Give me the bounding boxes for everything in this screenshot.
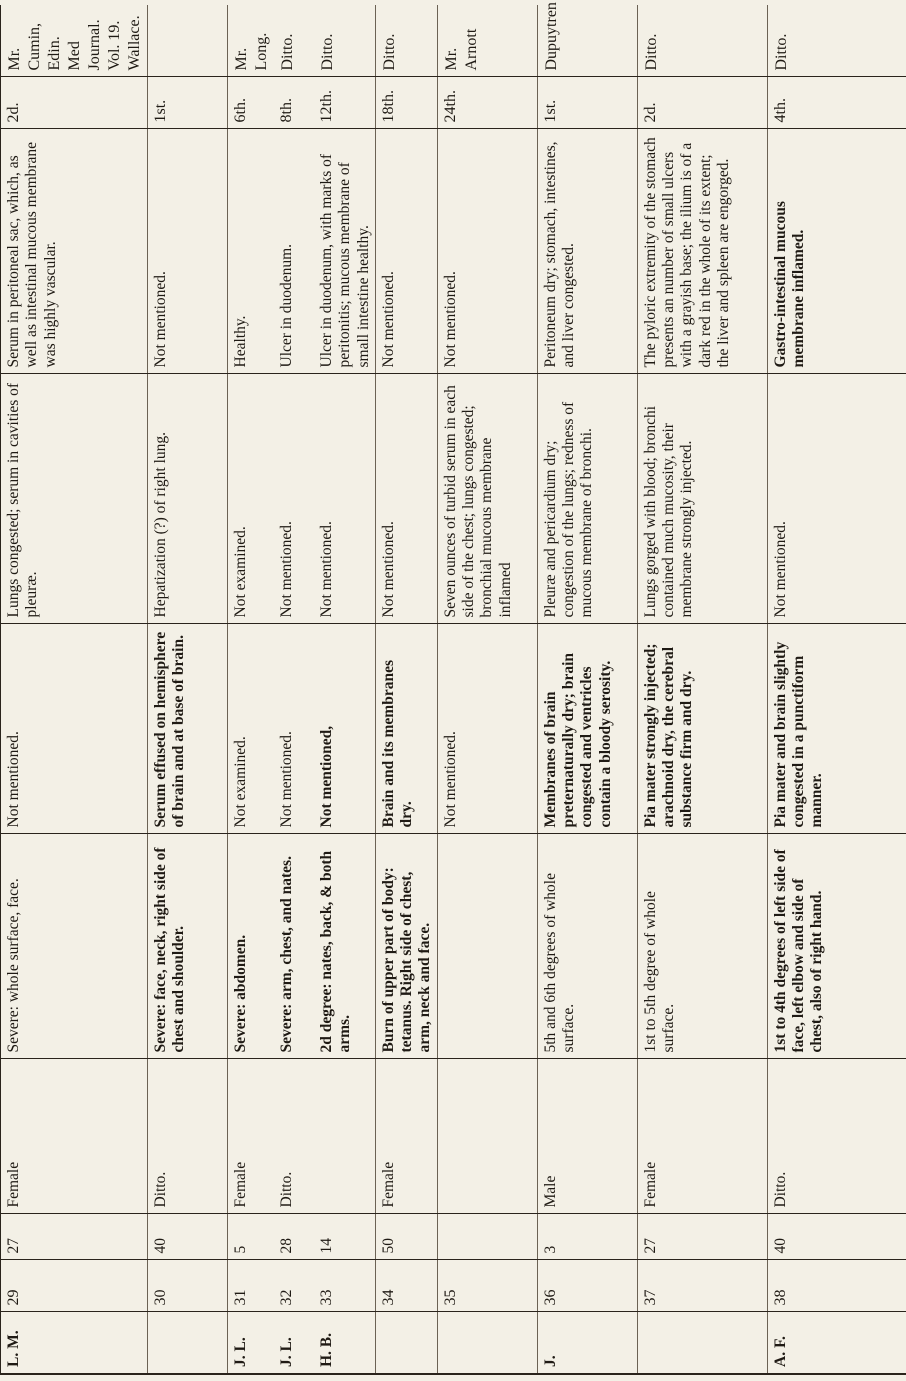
day-of-death: 4th. [767,77,906,129]
case-id: J. L. [228,1312,275,1374]
abdomen-findings: Not mentioned. [375,129,437,374]
case-id [148,1312,228,1374]
burn-extent: 2d degree: nates, back, & both arms. [314,834,375,1059]
brain-findings: Not mentioned, [314,624,375,834]
day-of-death: 1st. [148,77,228,129]
case-number: 38 [767,1260,906,1312]
chest-findings: Seven ounces of turbid serum in each side of the chest; lungs congested; bronchial mucous membrane inflamed [437,374,537,624]
burn-extent: 1st to 5th degree of whole surface. [637,834,767,1059]
case-id [437,1312,537,1374]
reference: Mr. Cumin, Edin. Med Journal. Vol. 19. Wallace. [1,5,148,77]
reference: Ditto. [314,5,375,77]
day-of-death: 12th. [314,77,375,129]
age: 14 [314,1214,375,1260]
brain-findings: Not mentioned. [274,624,314,834]
case-id: J. [537,1312,637,1374]
brain-findings: Not mentioned. [1,624,148,834]
case-id: H. B. [314,1312,375,1374]
case-id: J. L. [274,1312,314,1374]
age: 40 [767,1214,906,1260]
sex: Ditto. [148,1059,228,1214]
age: 3 [537,1214,637,1260]
case-number: 36 [537,1260,637,1312]
brain-findings: Brain and its membranes dry. [375,624,437,834]
abdomen-findings: Serum in peritoneal sac, which, as well as intestinal mucous membrane was highly vascular. [1,129,148,374]
abdomen-findings: Ulcer in duodenum. [274,129,314,374]
sex: Female [637,1059,767,1214]
day-of-death: 6th. [228,77,275,129]
case-id: L. M. [1,1312,148,1374]
chest-findings: Not mentioned. [767,374,906,624]
abdomen-findings: The pyloric extremity of the stomach presents an number of small ulcers with a grayish base; the ilium is of a dark red in the whole of its extent; the liver and spleen are engorged. [637,129,767,374]
burn-extent: 1st to 4th degrees of left side of face, left elbow and side of chest, also of right hand. [767,834,906,1059]
brain-findings: Not examined. [228,624,275,834]
brain-findings: Not mentioned. [437,624,537,834]
case-id: A. F. [767,1312,906,1374]
abdomen-findings: Healthy. [228,129,275,374]
brain-findings: Pia mater strongly injected; arachnoid dry, the cerebral substance firm and dry. [637,624,767,834]
case-id [637,1312,767,1374]
age: 5 [228,1214,275,1260]
case-number: 30 [148,1260,228,1312]
age: 50 [375,1214,437,1260]
case-number: 32 [274,1260,314,1312]
reference: Ditto. [767,5,906,77]
reference: Ditto. [637,5,767,77]
case-number: 29 [1,1260,148,1312]
sex [314,1059,375,1214]
burn-extent: Burn of upper part of body: tetanus. Right side of chest, arm, neck and face. [375,834,437,1059]
chest-findings: Not mentioned. [274,374,314,624]
brain-findings: Pia mater and brain slightly congested in a punctiform manner. [767,624,906,834]
day-of-death: 24th. [437,77,537,129]
case-number: 37 [637,1260,767,1312]
table-row [637,5,767,1374]
chest-findings: Not mentioned. [314,374,375,624]
abdomen-findings: Not mentioned. [437,129,537,374]
chest-findings: Lungs gorged with blood; bronchi contained much mucosity, their membrane strongly injected. [637,374,767,624]
abdomen-findings: Not mentioned. [148,129,228,374]
burn-extent: Severe: whole surface, face. [1,834,148,1059]
sex [437,1059,537,1214]
reference: Ditto. [274,5,314,77]
autopsy-table [0,2,906,1375]
sex: Ditto. [274,1059,314,1214]
abdomen-findings: Peritoneum dry; stomach, intestines, and liver congested. [537,129,637,374]
chest-findings: Hepatization (?) of right lung. [148,374,228,624]
table-row [274,5,314,1374]
sex: Female [375,1059,437,1214]
case-number: 35 [437,1260,537,1312]
table-row [437,5,537,1374]
case-number: 33 [314,1260,375,1312]
table-row [375,5,437,1374]
case-number: 31 [228,1260,275,1312]
abdomen-findings: Gastro-intestinal mucous membrane inflamed. [767,129,906,374]
day-of-death: 2d. [637,77,767,129]
table-row [228,5,275,1374]
burn-extent: Severe: face, neck, right side of chest and shoulder. [148,834,228,1059]
sex: Female [1,1059,148,1214]
chest-findings: Not mentioned. [375,374,437,624]
brain-findings: Membranes of brain preternaturally dry; brain congested and ventricles contain a bloody serosity. [537,624,637,834]
chest-findings: Lungs congested; serum in cavities of pleuræ. [1,374,148,624]
day-of-death: 1st. [537,77,637,129]
reference [148,5,228,77]
day-of-death: 18th. [375,77,437,129]
table-row [1,5,148,1374]
reference: Ditto. [375,5,437,77]
table-row [148,5,228,1374]
burn-extent: Severe: abdomen. [228,834,275,1059]
abdomen-findings: Ulcer in duodenum, with marks of peritonitis; mucous membrane of small intestine healthy. [314,129,375,374]
reference: Dupuytren [537,5,637,77]
reference: Mr. Arnott [437,5,537,77]
table-row [767,5,906,1374]
burn-extent: Severe: arm, chest, and nates. [274,834,314,1059]
reference: Mr. Long. [228,5,275,77]
table-row [314,5,375,1374]
burn-extent: 5th and 6th degrees of whole surface. [537,834,637,1059]
sex: Ditto. [767,1059,906,1214]
case-id [375,1312,437,1374]
day-of-death: 2d. [1,77,148,129]
age [437,1214,537,1260]
case-number: 34 [375,1260,437,1312]
age: 27 [637,1214,767,1260]
burn-extent [437,834,537,1059]
sex: Male [537,1059,637,1214]
age: 28 [274,1214,314,1260]
age: 40 [148,1214,228,1260]
brain-findings: Serum effused on hemisphere of brain and at base of brain. [148,624,228,834]
sex: Female [228,1059,275,1214]
day-of-death: 8th. [274,77,314,129]
chest-findings: Pleuræ and pericardium dry; congestion of the lungs; redness of mucous membrane of bronchi. [537,374,637,624]
chest-findings: Not examined. [228,374,275,624]
table-row [537,5,637,1374]
age: 27 [1,1214,148,1260]
